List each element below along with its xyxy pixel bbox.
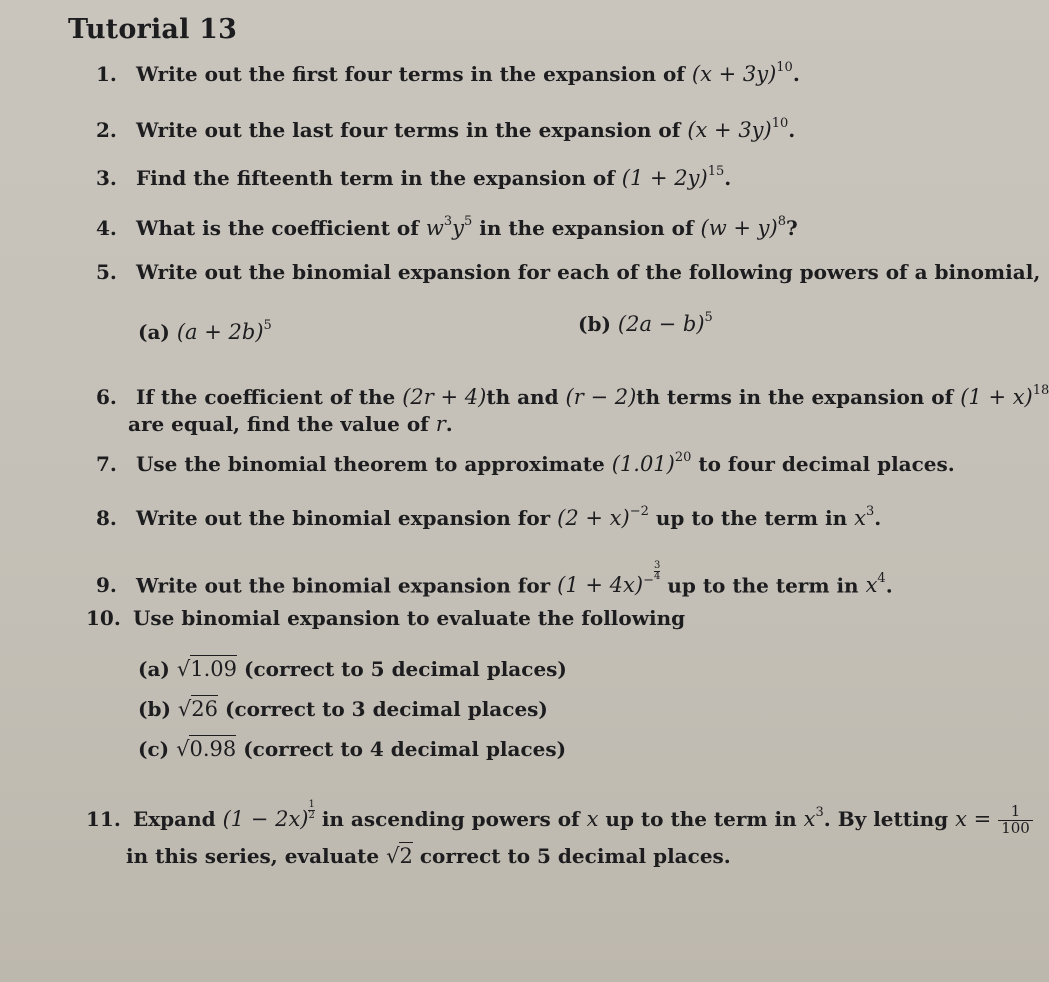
- question-number: 11.: [86, 807, 121, 831]
- question-number: 3.: [96, 166, 117, 190]
- math-expression: (1 + 2y): [621, 166, 708, 190]
- part-label: (b): [578, 312, 611, 336]
- question-5b: (b) $(2a - b)^5$: [578, 310, 713, 336]
- radicand: 1.09: [190, 657, 238, 681]
- question-text: Use binomial expansion to evaluate the following: [132, 606, 686, 630]
- question-number: 2.: [96, 118, 117, 142]
- radicand: 2: [399, 844, 413, 868]
- question-text: What is the coefficient of: [135, 216, 419, 240]
- question-number: 10.: [86, 606, 121, 630]
- question-number: 6.: [96, 385, 117, 409]
- exponent: 10: [771, 116, 789, 131]
- radicand: 0.98: [189, 737, 237, 761]
- question-number: 7.: [96, 452, 117, 476]
- question-7: 7. Use the binomial theorem to approximate $(1.01)^{20}$ to four decimal places.: [96, 450, 955, 476]
- question-5: [96, 260, 1040, 284]
- question-text: Find the fifteenth term in the expansion of: [135, 166, 615, 190]
- question-10c: (c) √0.98 (correct to 4 decimal places): [138, 737, 567, 761]
- question-number: 4.: [96, 216, 117, 240]
- question-text: Write out the binomial expansion for: [135, 573, 551, 598]
- question-number: 9.: [96, 573, 117, 598]
- math-expression: (w + y): [700, 216, 778, 240]
- exponent: 10: [776, 60, 793, 75]
- question-number: 8.: [96, 506, 117, 530]
- question-11: 11. Expand (1 − 2x) $\frac{1}{2}$ in ascending powers of x up to the term in $x^3$. By letting x = $\frac{1}{100}$: [86, 800, 1033, 837]
- question-text: Write out the binomial expansion for each of the following powers of a binomial,: [135, 260, 1041, 284]
- question-11-continued: in this series, evaluate √2 correct to 5 decimal places.: [126, 844, 731, 868]
- question-2: 2. Write out the last four terms in the expansion of $(x + 3y)^{10}$.: [96, 116, 796, 142]
- part-label: (b): [138, 697, 171, 721]
- part-label: (a): [138, 657, 170, 681]
- exponent: 15: [707, 164, 725, 179]
- math-expression: (x + 3y): [691, 62, 777, 86]
- part-label: (a): [138, 320, 170, 344]
- question-text: Write out the last four terms in the expansion of: [135, 118, 681, 142]
- fraction: $\frac{1}{100}$: [998, 804, 1033, 837]
- question-number: 1.: [96, 62, 117, 86]
- question-text: Write out the binomial expansion for: [135, 506, 551, 530]
- math-expression: (x + 3y): [687, 118, 772, 142]
- part-label: (c): [138, 737, 170, 761]
- question-6: 6. If the coefficient of the (2r + 4)th and (r − 2)th terms in the expansion of $(1 + x)^{18}$: [96, 383, 1049, 409]
- question-number: 5.: [96, 260, 117, 284]
- question-3: 3. Find the fifteenth term in the expansion of $(1 + 2y)^{15}$.: [96, 164, 732, 190]
- question-10: [86, 606, 685, 630]
- question-10a: (a) √1.09 (correct to 5 decimal places): [138, 657, 567, 681]
- exponent: 8: [777, 214, 786, 229]
- question-4: 4. What is the coefficient of $w^3y^5$ in the expansion of $(w + y)^8$?: [96, 214, 798, 240]
- question-6-continued: are equal, find the value of r.: [128, 412, 453, 436]
- question-text: Write out the first four terms in the expansion of: [135, 62, 685, 86]
- page-title: Tutorial 13: [68, 14, 238, 45]
- question-text: Use the binomial theorem to approximate: [135, 452, 605, 476]
- question-8: 8. Write out the binomial expansion for $(2 + x)^{-2}$ up to the term in $x^3$.: [96, 504, 882, 530]
- question-5a: (a) $(a + 2b)^5$: [138, 318, 272, 344]
- radicand: 26: [191, 697, 219, 721]
- question-1: 1. Write out the first four terms in the expansion of $(x + 3y)^{10}$.: [96, 60, 800, 86]
- question-9: 9. Write out the binomial expansion for $(1 + 4x)^{- \frac{3}{4}}$ up to the term in $x^4$.: [96, 560, 893, 598]
- question-10b: (b) √26 (correct to 3 decimal places): [138, 697, 548, 721]
